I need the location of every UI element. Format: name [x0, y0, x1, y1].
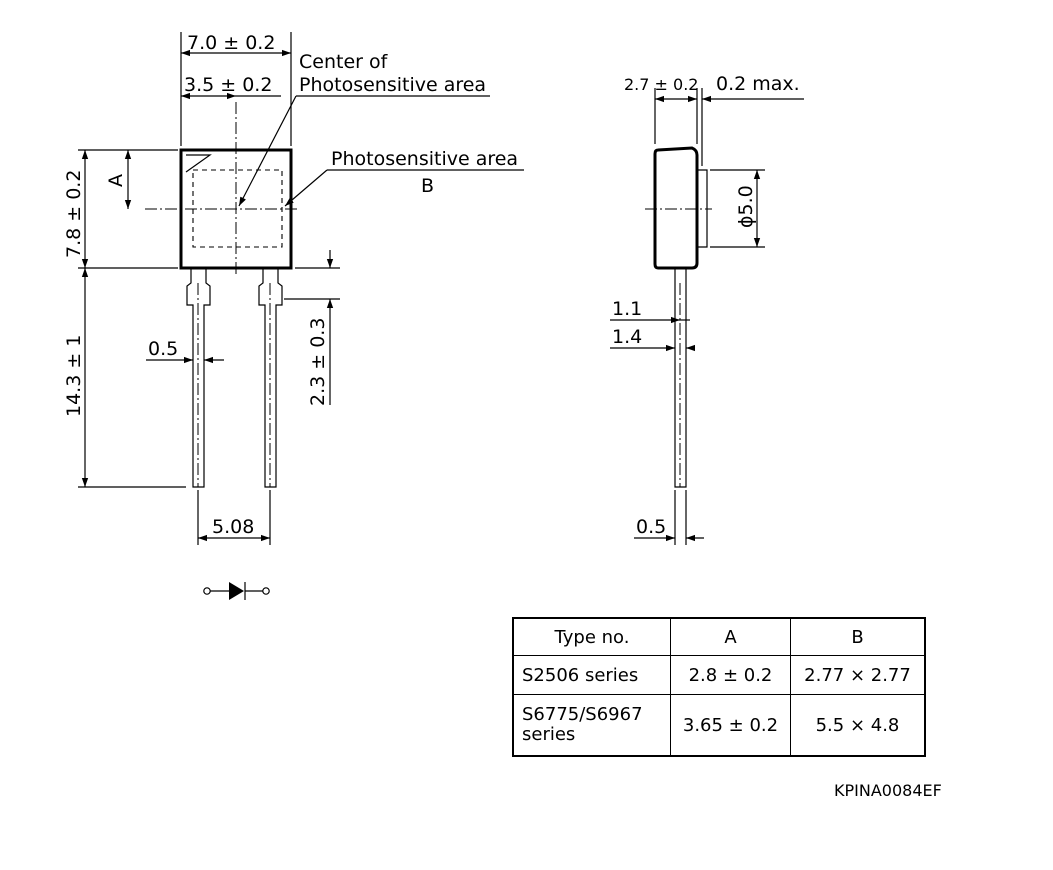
- photo-area-label: Photosensitive area: [331, 148, 519, 170]
- thickness-dim: 2.7 ± 0.2: [624, 75, 699, 94]
- center-dim: 3.5 ± 0.2: [184, 74, 273, 96]
- photo-area-letter: B: [421, 175, 435, 197]
- side-body: [655, 148, 697, 268]
- table-row: [513, 695, 925, 757]
- dim-1-1: 1.1: [612, 298, 643, 320]
- center-label-line2: Photosensitive area: [299, 74, 487, 96]
- diode-symbol: [204, 582, 269, 600]
- pitch-dim: 5.08: [212, 516, 255, 538]
- drawing-code: KPINA0084EF: [834, 781, 942, 800]
- diameter-dim: ϕ5.0: [735, 185, 757, 228]
- row-type: S2506 series: [513, 656, 671, 695]
- lead-width-dim: 0.5: [148, 338, 179, 360]
- center-label-line1: Center of: [299, 51, 388, 73]
- lead-left: [187, 268, 210, 487]
- type-spec-table: [512, 617, 926, 757]
- standoff-dim: 2.3 ± 0.3: [307, 317, 329, 406]
- row-type-line2: series: [522, 724, 576, 745]
- side-lead: [675, 268, 686, 487]
- row-b: 2.77 × 2.77: [791, 656, 926, 695]
- header-type: Type no.: [513, 618, 671, 656]
- row-a: 2.8 ± 0.2: [671, 656, 791, 695]
- table-header-row: [513, 618, 925, 656]
- header-a: A: [671, 618, 791, 656]
- row-type-line1: S6775/S6967: [522, 704, 643, 725]
- dim-1-4: 1.4: [612, 326, 643, 348]
- row-type: [513, 695, 671, 757]
- row-b: 5.5 × 4.8: [791, 695, 926, 757]
- a-label: A: [105, 174, 127, 187]
- table-row: [513, 656, 925, 695]
- lead-right: [259, 268, 282, 487]
- front-view: [63, 32, 524, 600]
- width-dim: 7.0 ± 0.2: [187, 32, 276, 54]
- side-view: [610, 73, 804, 545]
- side-lead-dim: 0.5: [636, 516, 667, 538]
- height-dim: 7.8 ± 0.2: [63, 169, 85, 258]
- lead-length-dim: 14.3 ± 1: [63, 334, 85, 417]
- window-dim: 0.2 max.: [716, 73, 800, 95]
- header-b: B: [791, 618, 926, 656]
- row-a: 3.65 ± 0.2: [671, 695, 791, 757]
